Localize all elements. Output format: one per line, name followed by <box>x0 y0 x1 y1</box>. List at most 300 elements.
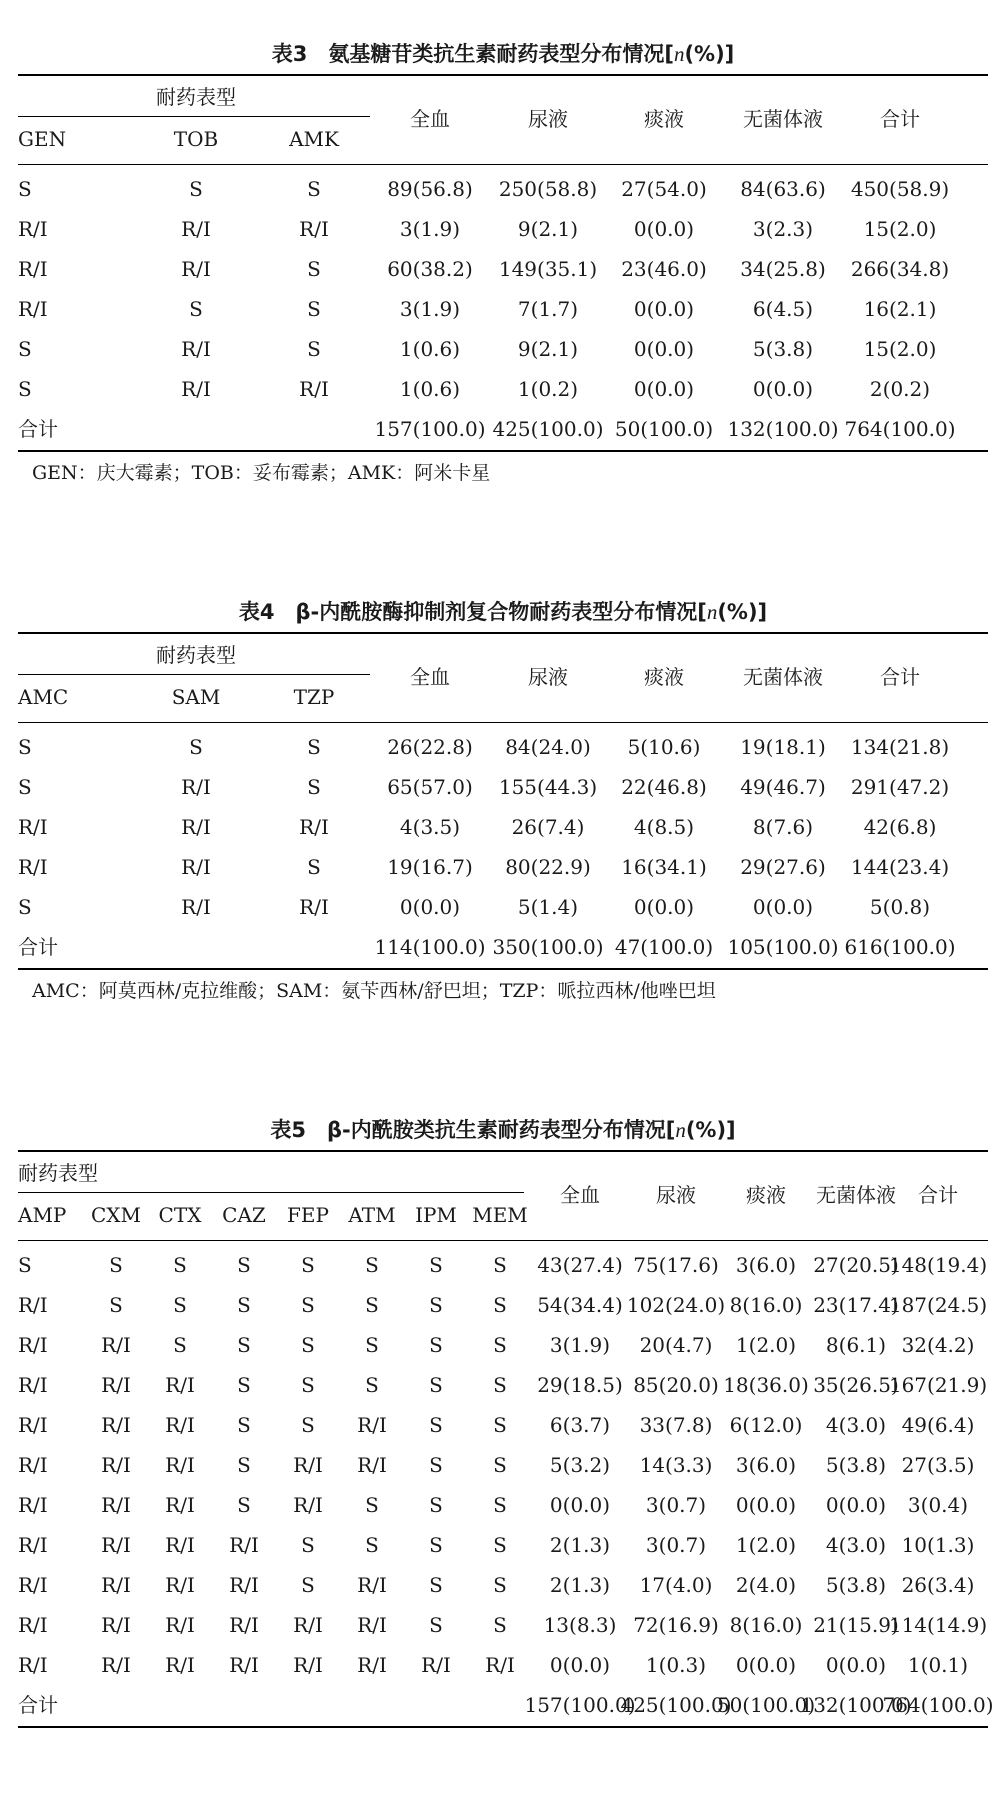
table-cell: R/I <box>165 1413 195 1437</box>
table-cell: 19(18.1) <box>740 735 826 759</box>
table-cell: S <box>18 177 32 201</box>
table-3-caption <box>18 38 988 68</box>
table-cell: R/I <box>18 855 48 879</box>
table-cell: S <box>18 1253 32 1277</box>
table-cell: S <box>18 735 32 759</box>
table-cell: 49(6.4) <box>901 1413 975 1437</box>
table-cell: R/I <box>165 1373 195 1397</box>
table-cell: 17(4.0) <box>639 1573 713 1597</box>
table-cell: 3(2.3) <box>752 217 814 241</box>
table-cell: 9(2.1) <box>517 217 579 241</box>
table-cell: S <box>429 1253 443 1277</box>
total-cell: 114(100.0) <box>374 935 486 959</box>
table-cell: 4(3.5) <box>399 815 461 839</box>
table-cell: S <box>109 1253 123 1277</box>
caption-n: n <box>706 600 718 624</box>
table-cell: 1(2.0) <box>735 1533 797 1557</box>
table-cell: 19(16.7) <box>387 855 473 879</box>
table-cell: S <box>301 1573 315 1597</box>
table-cell: 0(0.0) <box>735 1493 797 1517</box>
column-header: 合计 <box>918 1183 958 1207</box>
table-cell: R/I <box>229 1573 259 1597</box>
table-cell: 3(1.9) <box>549 1333 611 1357</box>
table-cell: R/I <box>101 1373 131 1397</box>
table-cell: S <box>307 775 321 799</box>
table-5 <box>18 1106 994 1820</box>
table-cell: 42(6.8) <box>863 815 937 839</box>
table-cell: R/I <box>18 1453 48 1477</box>
total-cell: 157(100.0) <box>374 417 486 441</box>
column-header: 全血 <box>410 665 450 689</box>
table-cell: R/I <box>181 815 211 839</box>
group-rule <box>18 674 370 675</box>
table-cell: 266(34.8) <box>850 257 950 281</box>
table-cell: 0(0.0) <box>735 1653 797 1677</box>
table-cell: 15(2.0) <box>863 217 937 241</box>
table-cell: 1(0.3) <box>645 1653 707 1677</box>
table-cell: S <box>365 1333 379 1357</box>
total-cell: 132(100.0) <box>727 417 839 441</box>
sub-header: TZP <box>293 685 335 709</box>
table-cell: 0(0.0) <box>633 217 695 241</box>
table-cell: 450(58.9) <box>850 177 950 201</box>
table-cell: 149(35.1) <box>498 257 598 281</box>
caption-suffix: (%)] <box>684 42 735 66</box>
table-cell: R/I <box>181 775 211 799</box>
table-cell: S <box>429 1413 443 1437</box>
table-cell: R/I <box>18 1493 48 1517</box>
total-cell: 50(100.0) <box>716 1693 816 1717</box>
table-cell: S <box>307 855 321 879</box>
table-cell: 6(12.0) <box>729 1413 803 1437</box>
table-cell: S <box>189 177 203 201</box>
sub-header: AMC <box>18 685 69 709</box>
table-cell: R/I <box>181 855 211 879</box>
table-cell: R/I <box>299 217 329 241</box>
table-cell: 3(6.0) <box>735 1453 797 1477</box>
table-4 <box>18 588 988 1068</box>
table-cell: 114(14.9) <box>888 1613 988 1637</box>
table-cell: 65(57.0) <box>387 775 473 799</box>
sub-header: AMK <box>289 127 339 151</box>
table-cell: R/I <box>18 1573 48 1597</box>
table-cell: 187(24.5) <box>888 1293 988 1317</box>
table-cell: R/I <box>18 1333 48 1357</box>
total-cell: 132(100.0) <box>800 1693 912 1717</box>
total-cell: 157(100.0) <box>524 1693 636 1717</box>
table-cell: R/I <box>18 1533 48 1557</box>
table-cell: 72(16.9) <box>633 1613 719 1637</box>
table-cell: R/I <box>357 1573 387 1597</box>
table-cell: 9(2.1) <box>517 337 579 361</box>
table-cell: R/I <box>18 1293 48 1317</box>
table-cell: 0(0.0) <box>633 337 695 361</box>
table-cell: R/I <box>181 257 211 281</box>
table-cell: 4(8.5) <box>633 815 695 839</box>
table-cell: R/I <box>18 297 48 321</box>
sub-header: CTX <box>158 1203 202 1227</box>
table-cell: S <box>173 1293 187 1317</box>
sub-header: IPM <box>415 1203 457 1227</box>
table-cell: 6(3.7) <box>549 1413 611 1437</box>
caption-suffix: (%)] <box>685 1118 736 1142</box>
group-header: 耐药表型 <box>18 1161 98 1185</box>
table-cell: S <box>173 1333 187 1357</box>
table-cell: 33(7.8) <box>639 1413 713 1437</box>
table-cell: R/I <box>101 1533 131 1557</box>
table-cell: S <box>301 1533 315 1557</box>
table-cell: S <box>429 1293 443 1317</box>
table-cell: 167(21.9) <box>888 1373 988 1397</box>
table-4-caption <box>18 596 988 626</box>
header-rule <box>18 1240 988 1241</box>
table-cell: 1(0.6) <box>399 337 461 361</box>
bottom-rule <box>18 1726 988 1728</box>
table-cell: R/I <box>101 1413 131 1437</box>
table-cell: R/I <box>293 1453 323 1477</box>
table-cell: 84(63.6) <box>740 177 826 201</box>
table-cell: 8(7.6) <box>752 815 814 839</box>
table-cell: 23(17.4) <box>813 1293 899 1317</box>
table-cell: S <box>429 1333 443 1357</box>
table-cell: S <box>493 1453 507 1477</box>
table-cell: 1(0.1) <box>907 1653 969 1677</box>
table-5-caption <box>18 1114 988 1144</box>
column-header: 无菌体液 <box>816 1183 896 1207</box>
top-rule <box>18 632 988 634</box>
table-cell: 0(0.0) <box>549 1653 611 1677</box>
column-header: 尿液 <box>528 665 568 689</box>
table-cell: S <box>307 337 321 361</box>
total-cell: 425(100.0) <box>620 1693 732 1717</box>
table-cell: 89(56.8) <box>387 177 473 201</box>
caption-n: n <box>673 42 685 66</box>
table-cell: R/I <box>18 257 48 281</box>
total-cell: 350(100.0) <box>492 935 604 959</box>
table-cell: R/I <box>181 337 211 361</box>
table-cell: 84(24.0) <box>505 735 591 759</box>
column-header: 痰液 <box>644 107 684 131</box>
table-cell: 15(2.0) <box>863 337 937 361</box>
table-cell: S <box>301 1333 315 1357</box>
table-cell: R/I <box>101 1453 131 1477</box>
table-cell: R/I <box>299 377 329 401</box>
table-cell: S <box>429 1613 443 1637</box>
table-cell: 34(25.8) <box>740 257 826 281</box>
table-cell: 0(0.0) <box>825 1493 887 1517</box>
table-cell: 27(20.5) <box>813 1253 899 1277</box>
table-cell: 8(16.0) <box>729 1293 803 1317</box>
column-header: 合计 <box>880 665 920 689</box>
table-cell: 27(3.5) <box>901 1453 975 1477</box>
table-cell: R/I <box>165 1493 195 1517</box>
table-cell: R/I <box>357 1653 387 1677</box>
table-cell: 3(1.9) <box>399 217 461 241</box>
sub-header: FEP <box>287 1203 329 1227</box>
column-header: 无菌体液 <box>743 665 823 689</box>
table-cell: R/I <box>357 1613 387 1637</box>
table-cell: R/I <box>181 217 211 241</box>
total-cell: 105(100.0) <box>727 935 839 959</box>
table-cell: R/I <box>299 895 329 919</box>
total-cell: 47(100.0) <box>614 935 714 959</box>
table-cell: R/I <box>165 1573 195 1597</box>
table-cell: R/I <box>18 1653 48 1677</box>
total-cell: 764(100.0) <box>882 1693 994 1717</box>
table-3 <box>18 30 988 510</box>
total-label: 合计 <box>18 1693 58 1717</box>
table-cell: 21(15.9) <box>813 1613 899 1637</box>
table-cell: S <box>429 1573 443 1597</box>
sub-header: CXM <box>90 1203 142 1227</box>
table-cell: R/I <box>293 1493 323 1517</box>
caption-text: 表5 β-内酰胺类抗生素耐药表型分布情况[ <box>270 1118 676 1142</box>
total-label: 合计 <box>18 417 58 441</box>
table-cell: S <box>493 1253 507 1277</box>
table-note: GEN：庆大霉素；TOB：妥布霉素；AMK：阿米卡星 <box>32 462 491 484</box>
table-cell: 26(3.4) <box>901 1573 975 1597</box>
table-cell: 144(23.4) <box>850 855 950 879</box>
table-cell: S <box>493 1293 507 1317</box>
table-cell: R/I <box>181 377 211 401</box>
table-cell: 26(22.8) <box>387 735 473 759</box>
table-cell: 0(0.0) <box>399 895 461 919</box>
table-cell: R/I <box>181 895 211 919</box>
table-cell: 0(0.0) <box>825 1653 887 1677</box>
table-cell: 29(18.5) <box>537 1373 623 1397</box>
table-cell: 13(8.3) <box>543 1613 617 1637</box>
table-cell: 0(0.0) <box>752 377 814 401</box>
table-cell: 1(2.0) <box>735 1333 797 1357</box>
table-cell: 2(0.2) <box>869 377 931 401</box>
table-cell: 43(27.4) <box>537 1253 623 1277</box>
sub-header: GEN <box>18 127 67 151</box>
table-cell: 60(38.2) <box>387 257 473 281</box>
table-cell: S <box>493 1493 507 1517</box>
table-cell: 35(26.5) <box>813 1373 899 1397</box>
table-cell: 18(36.0) <box>723 1373 809 1397</box>
table-cell: R/I <box>101 1333 131 1357</box>
table-cell: S <box>429 1373 443 1397</box>
table-cell: S <box>18 377 32 401</box>
table-cell: 2(1.3) <box>549 1533 611 1557</box>
table-cell: 155(44.3) <box>498 775 598 799</box>
table-cell: 8(16.0) <box>729 1613 803 1637</box>
table-cell: S <box>429 1493 443 1517</box>
top-rule <box>18 74 988 76</box>
table-cell: R/I <box>18 815 48 839</box>
table-cell: S <box>365 1493 379 1517</box>
group-header: 耐药表型 <box>156 85 236 109</box>
table-cell: R/I <box>18 1373 48 1397</box>
table-cell: 26(7.4) <box>511 815 585 839</box>
table-cell: S <box>18 895 32 919</box>
table-cell: R/I <box>18 1613 48 1637</box>
table-cell: 5(1.4) <box>517 895 579 919</box>
table-cell: 4(3.0) <box>825 1413 887 1437</box>
table-cell: 14(3.3) <box>639 1453 713 1477</box>
table-cell: S <box>189 297 203 321</box>
table-cell: 0(0.0) <box>633 377 695 401</box>
caption-n: n <box>675 1118 686 1142</box>
table-cell: 20(4.7) <box>639 1333 713 1357</box>
group-header: 耐药表型 <box>156 643 236 667</box>
top-rule <box>18 1150 988 1152</box>
table-cell: 3(1.9) <box>399 297 461 321</box>
table-cell: S <box>301 1293 315 1317</box>
table-cell: 291(47.2) <box>850 775 950 799</box>
sub-header: SAM <box>171 685 221 709</box>
table-cell: 5(3.8) <box>752 337 814 361</box>
table-cell: S <box>493 1333 507 1357</box>
table-cell: R/I <box>421 1653 451 1677</box>
table-cell: S <box>429 1533 443 1557</box>
table-cell: S <box>301 1373 315 1397</box>
column-header: 全血 <box>560 1183 600 1207</box>
table-note: AMC：阿莫西林/克拉维酸；SAM：氨苄西林/舒巴坦；TZP：哌拉西林/他唑巴坦 <box>32 980 716 1002</box>
table-cell: S <box>237 1333 251 1357</box>
table-cell: R/I <box>18 1413 48 1437</box>
table-cell: 7(1.7) <box>517 297 579 321</box>
table-cell: S <box>237 1413 251 1437</box>
group-rule <box>18 116 370 117</box>
table-cell: S <box>365 1373 379 1397</box>
table-cell: S <box>493 1573 507 1597</box>
table-cell: S <box>189 735 203 759</box>
table-cell: R/I <box>101 1613 131 1637</box>
bottom-rule <box>18 450 988 452</box>
table-cell: 5(3.8) <box>825 1573 887 1597</box>
total-cell: 50(100.0) <box>614 417 714 441</box>
table-cell: 0(0.0) <box>633 297 695 321</box>
table-cell: S <box>307 177 321 201</box>
table-cell: S <box>237 1373 251 1397</box>
total-label: 合计 <box>18 935 58 959</box>
sub-header: MEM <box>472 1203 528 1227</box>
table-cell: 5(10.6) <box>627 735 701 759</box>
table-cell: R/I <box>229 1533 259 1557</box>
column-header: 合计 <box>880 107 920 131</box>
table-cell: R/I <box>165 1653 195 1677</box>
table-cell: R/I <box>229 1613 259 1637</box>
table-cell: S <box>237 1253 251 1277</box>
table-cell: S <box>18 775 32 799</box>
table-cell: R/I <box>229 1653 259 1677</box>
table-cell: R/I <box>165 1533 195 1557</box>
table-cell: S <box>307 735 321 759</box>
table-cell: S <box>493 1373 507 1397</box>
table-cell: 2(1.3) <box>549 1573 611 1597</box>
table-cell: R/I <box>293 1653 323 1677</box>
table-cell: 75(17.6) <box>633 1253 719 1277</box>
table-cell: 4(3.0) <box>825 1533 887 1557</box>
table-cell: 0(0.0) <box>633 895 695 919</box>
table-cell: 134(21.8) <box>850 735 950 759</box>
header-rule <box>18 164 988 165</box>
table-cell: S <box>365 1533 379 1557</box>
table-cell: 1(0.6) <box>399 377 461 401</box>
table-cell: 54(34.4) <box>537 1293 623 1317</box>
table-cell: 148(19.4) <box>888 1253 988 1277</box>
column-header: 痰液 <box>746 1183 786 1207</box>
sub-header: CAZ <box>222 1203 266 1227</box>
table-cell: 0(0.0) <box>752 895 814 919</box>
header-rule <box>18 722 988 723</box>
table-cell: S <box>493 1413 507 1437</box>
table-cell: 23(46.0) <box>621 257 707 281</box>
table-cell: R/I <box>485 1653 515 1677</box>
caption-suffix: (%)] <box>717 600 768 624</box>
table-cell: R/I <box>293 1613 323 1637</box>
table-cell: S <box>493 1533 507 1557</box>
column-header: 尿液 <box>656 1183 696 1207</box>
bottom-rule <box>18 968 988 970</box>
table-cell: 5(3.2) <box>549 1453 611 1477</box>
table-cell: R/I <box>18 217 48 241</box>
table-cell: R/I <box>357 1413 387 1437</box>
table-cell: S <box>429 1453 443 1477</box>
table-cell: 49(46.7) <box>740 775 826 799</box>
sub-header: ATM <box>348 1203 396 1227</box>
table-cell: 102(24.0) <box>626 1293 726 1317</box>
table-cell: 10(1.3) <box>901 1533 975 1557</box>
table-cell: R/I <box>165 1453 195 1477</box>
column-header: 尿液 <box>528 107 568 131</box>
caption-text: 表4 β-内酰胺酶抑制剂复合物耐药表型分布情况[ <box>238 600 707 624</box>
table-cell: 16(2.1) <box>863 297 937 321</box>
column-header: 无菌体液 <box>743 107 823 131</box>
total-cell: 764(100.0) <box>844 417 956 441</box>
table-cell: 32(4.2) <box>901 1333 975 1357</box>
table-cell: 0(0.0) <box>549 1493 611 1517</box>
sub-header: AMP <box>18 1203 67 1227</box>
table-cell: R/I <box>101 1653 131 1677</box>
table-cell: 3(0.7) <box>645 1533 707 1557</box>
table-cell: R/I <box>101 1493 131 1517</box>
table-cell: 250(58.8) <box>498 177 598 201</box>
table-cell: 16(34.1) <box>621 855 707 879</box>
table-cell: 22(46.8) <box>621 775 707 799</box>
group-rule <box>18 1192 524 1193</box>
table-cell: S <box>237 1453 251 1477</box>
table-cell: S <box>493 1613 507 1637</box>
table-cell: S <box>237 1293 251 1317</box>
table-cell: S <box>173 1253 187 1277</box>
table-cell: R/I <box>357 1453 387 1477</box>
table-cell: 85(20.0) <box>633 1373 719 1397</box>
table-cell: 6(4.5) <box>752 297 814 321</box>
table-cell: S <box>365 1293 379 1317</box>
column-header: 全血 <box>410 107 450 131</box>
table-cell: 3(0.4) <box>907 1493 969 1517</box>
table-cell: 2(4.0) <box>735 1573 797 1597</box>
table-cell: R/I <box>299 815 329 839</box>
column-header: 痰液 <box>644 665 684 689</box>
table-cell: 1(0.2) <box>517 377 579 401</box>
table-cell: S <box>237 1493 251 1517</box>
table-cell: S <box>301 1253 315 1277</box>
table-cell: S <box>307 297 321 321</box>
table-cell: S <box>307 257 321 281</box>
table-cell: 29(27.6) <box>740 855 826 879</box>
table-cell: 80(22.9) <box>505 855 591 879</box>
total-cell: 425(100.0) <box>492 417 604 441</box>
table-cell: 5(0.8) <box>869 895 931 919</box>
table-cell: S <box>109 1293 123 1317</box>
table-cell: 27(54.0) <box>621 177 707 201</box>
table-cell: 3(6.0) <box>735 1253 797 1277</box>
total-cell: 616(100.0) <box>844 935 956 959</box>
